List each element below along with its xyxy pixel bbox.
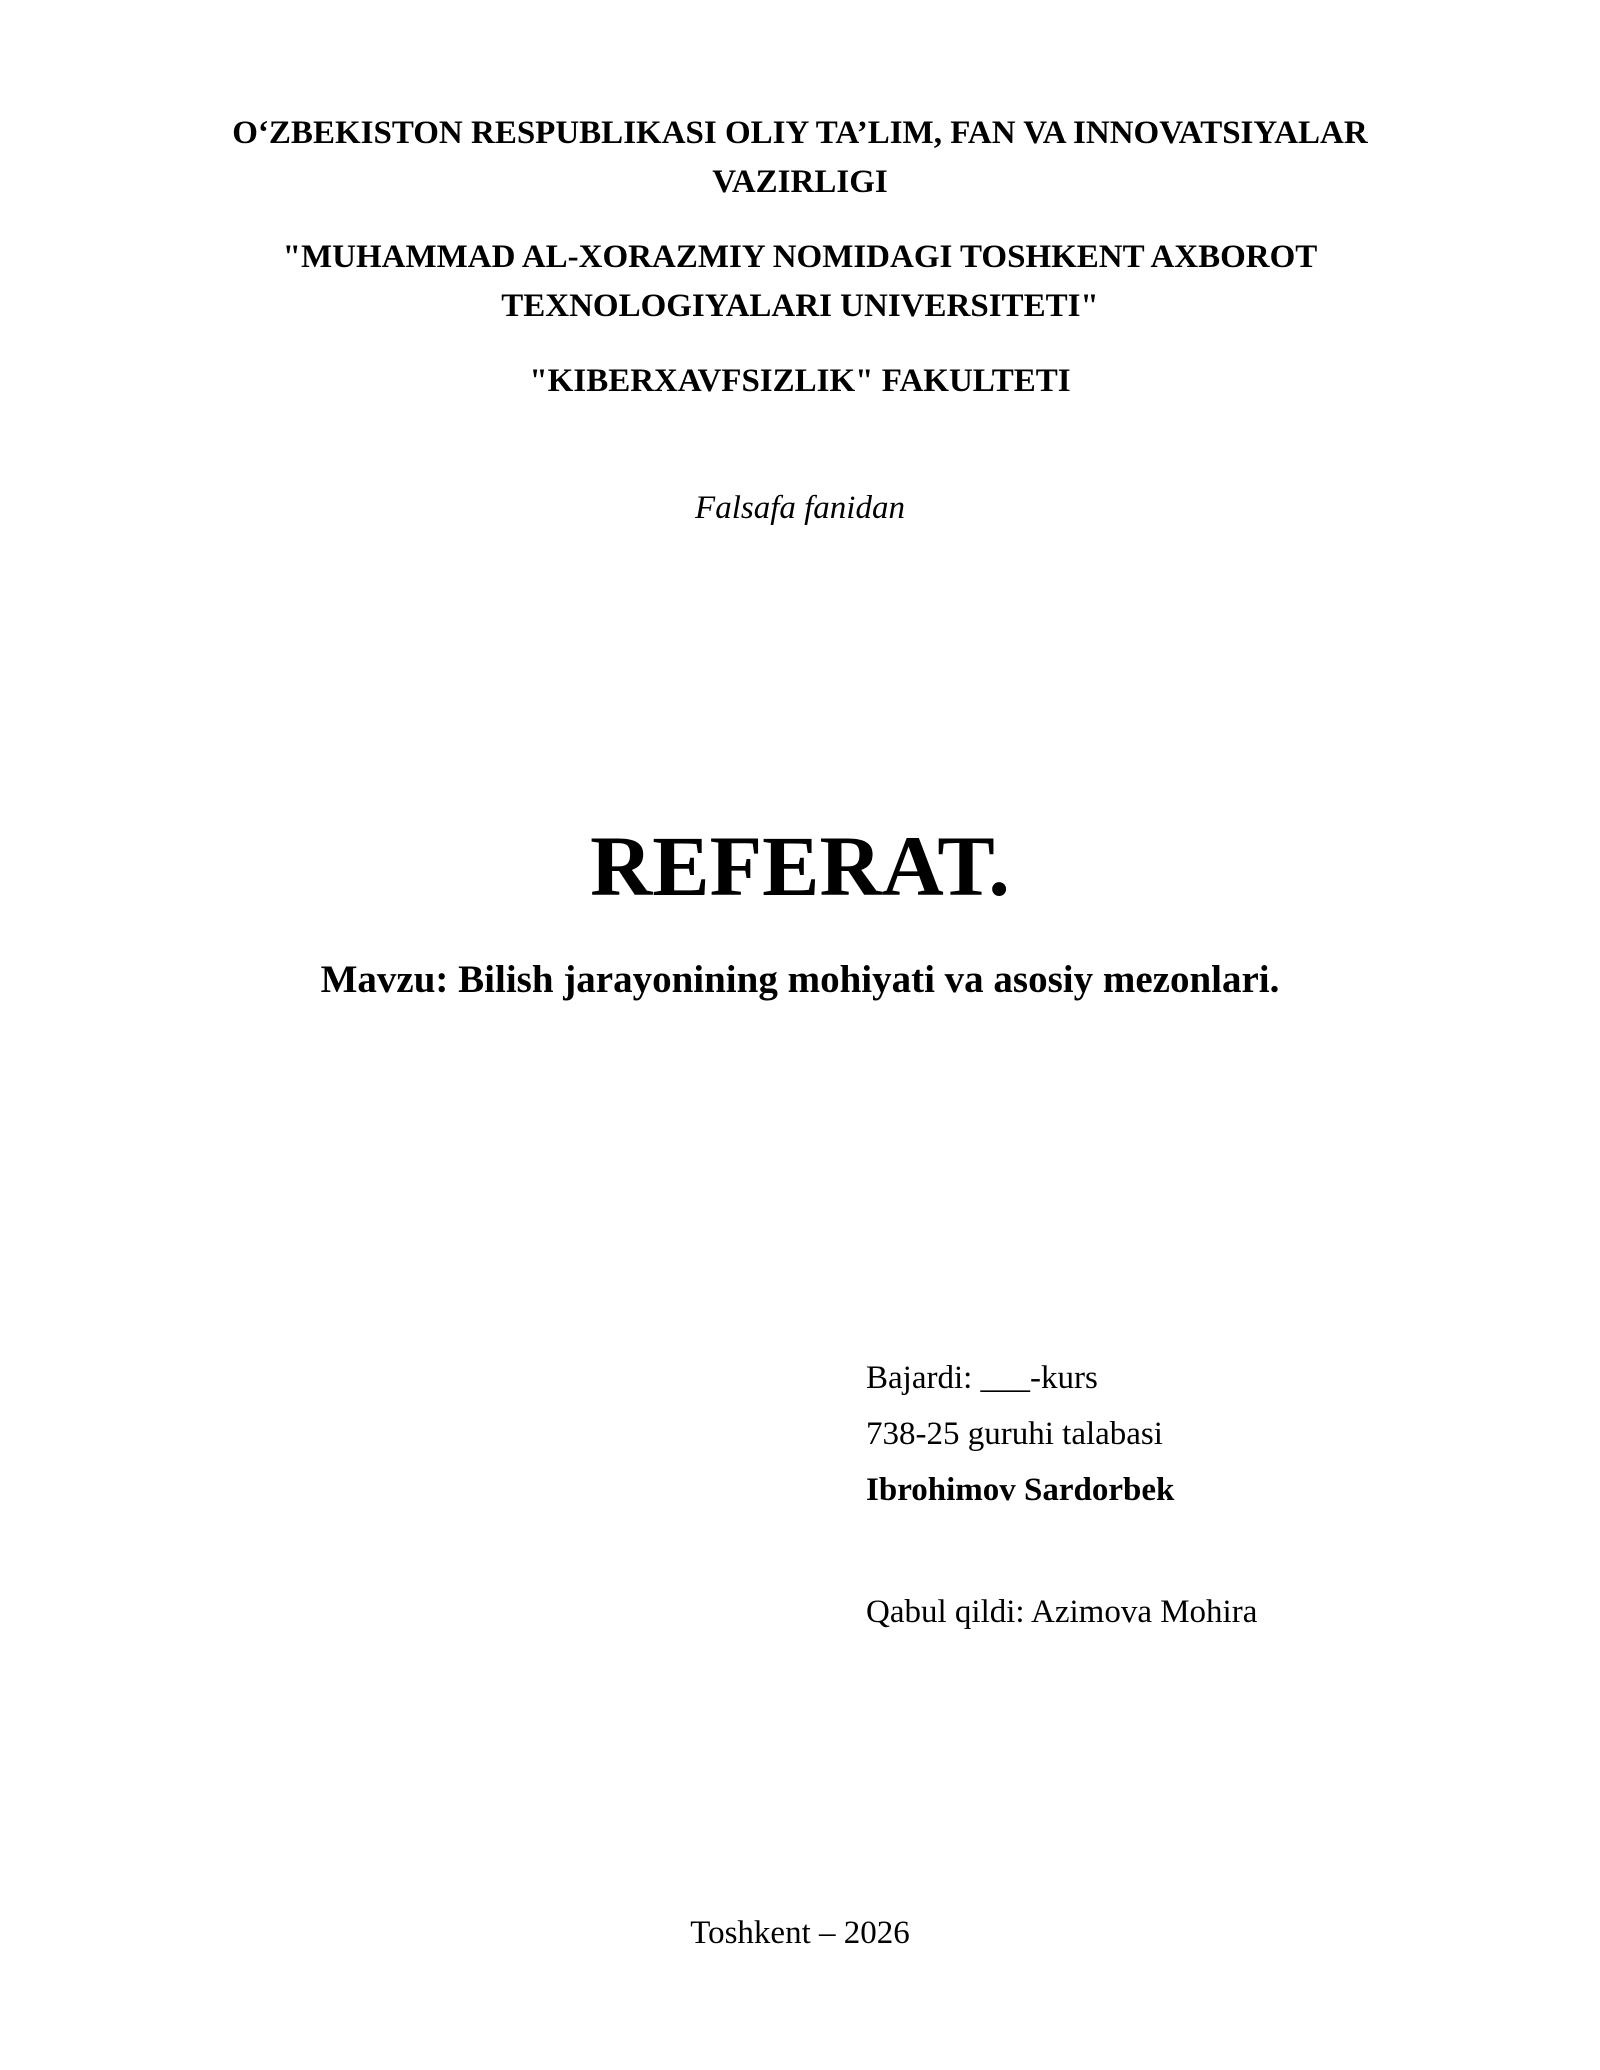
subject-line: Falsafa fanidan xyxy=(695,490,905,526)
accepted-by-line: Qabul qildi: Azimova Mohira xyxy=(866,1594,1258,1630)
ministry-heading: O‘ZBEKISTON RESPUBLIKASI OLIY TA’LIM, FAN VA INNOVATSIYALAR VAZIRLIGI xyxy=(232,115,1368,200)
university-heading: "MUHAMMAD AL-XORAZMIY NOMIDAGI TOSHKENT AXBOROT TEXNOLOGIYALARI UNIVERSITETI" xyxy=(282,239,1318,324)
student-name: Ibrohimov Sardorbek xyxy=(866,1472,1175,1508)
performed-by-line: Bajardi: ___-kurs xyxy=(866,1360,1098,1396)
topic-line: Mavzu: Bilish jarayonining mohiyati va asosiy mezonlari. xyxy=(320,958,1280,1001)
group-line: 738-25 guruhi talabasi xyxy=(866,1416,1163,1452)
faculty-heading: "KIBERXAVFSIZLIK" FAKULTETI xyxy=(529,363,1071,399)
document-title: REFERAT. xyxy=(590,818,1010,914)
place-year-footer: Toshkent – 2026 xyxy=(690,1915,910,1951)
